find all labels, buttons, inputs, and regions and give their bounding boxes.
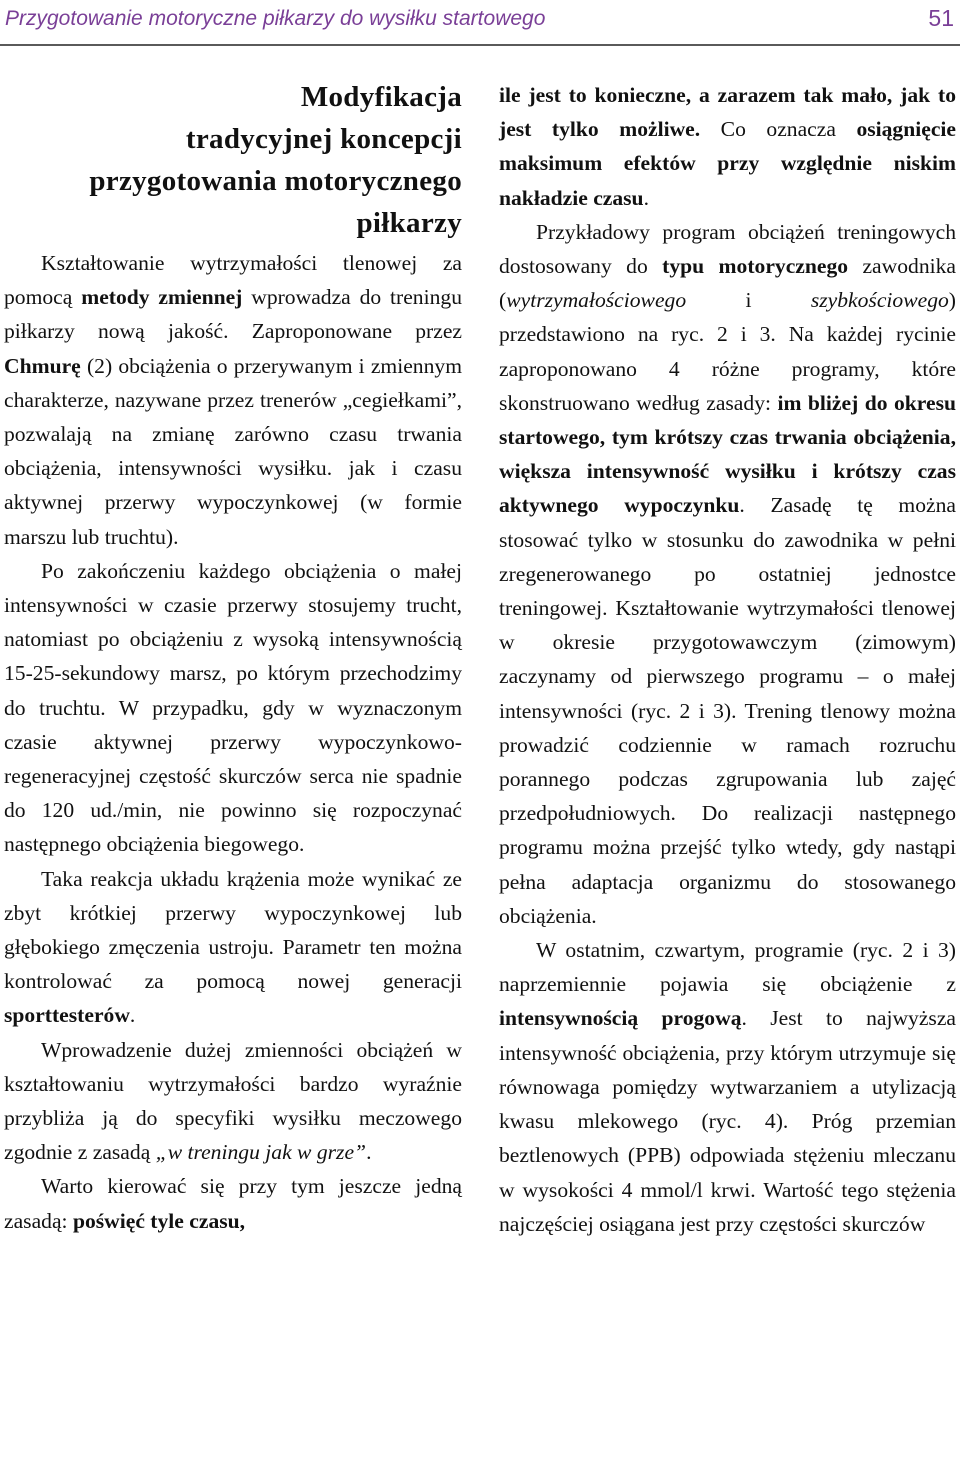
text-run: ) przedstawiono na ryc. 2 i 3. Na każdej rycinie zaproponowano 4 różne programy, które skonstruowano według zasady:	[499, 288, 956, 415]
heading-line: Modyfikacja	[300, 81, 462, 113]
page-number: 51	[928, 5, 954, 31]
right-column	[499, 78, 956, 1241]
bold-term: poświęć tyle czasu,	[72, 1208, 246, 1233]
bold-term: intensywnością progową	[499, 1006, 742, 1031]
text-run: . Jest to najwyższa intensywność obciążenia, przy którym utrzymuje się równowaga pomiędzy wytwarzaniem a utylizacją kwasu mlekowego (ryc. 4). Próg przemian beztlenowych (PPB) odpowiada stężeniu mleczanu w wysokości 4 mmol/l krwi. Wartość tego stężenia najczęściej osiągana jest przy częstości skurczów	[499, 1006, 956, 1236]
left-column	[4, 76, 462, 1238]
bold-term: metody zmiennej	[81, 285, 243, 310]
heading-line: tradycyjnej koncepcji	[185, 123, 462, 155]
paragraph: Po zakończeniu każdego obciążenia o małej intensywności w czasie przerwy stosujemy trucht, natomiast po obciążeniu z wysoką intensywnością 15-25-sekundowy marsz, po którym przechodzimy do truchtu. W przypadku, gdy w wyznaczonym czasie aktywnej przerwy wypoczynkowo-regeneracyjnej częstość skurczów serca nie spadnie do 120 ud./min, nie powinno się rozpoczynać następnego obciążenia biegowego.	[4, 558, 462, 857]
paragraph	[4, 1033, 462, 1170]
text-run: zawodnika (	[499, 254, 957, 313]
header-rule	[0, 44, 960, 46]
author-name: Chmurę	[4, 353, 81, 378]
paragraph	[499, 933, 956, 1241]
text-run: Warto kierować się przy tym jeszcze jedną zasadą:	[4, 1174, 462, 1233]
bold-term: sporttesterów	[4, 1003, 130, 1028]
text-run: . Zasadę tę można stosować tylko w stosunku do zawodnika w pełni zregenerowanego po ostatniej jednostce treningowej. Kształtowanie wytrzymałości tlenowej w okresie przygotowawczym (zimowym) zaczynamy od pierwszego programu – o małej intensywności (ryc. 2 i 3). Trening tlenowy można prowadzić codziennie w ramach rozruchu porannego podczas zgrupowania lub zajęć przedpołudniowych. Do realizacji następnego programu można przejść tylko wtedy, gdy nastąpi pełna adaptacja organizmu do stosowanego obciążenia.	[499, 493, 956, 928]
bold-term: ile jest to konieczne, a zarazem tak mało, jak to jest tylko możliwe.	[499, 83, 956, 142]
running-header	[0, 0, 960, 44]
text-run: wprowadza do treningu piłkarzy nową jakość. Zaproponowane przez	[4, 285, 462, 344]
text-run: .	[643, 185, 649, 210]
paragraph	[4, 1169, 462, 1237]
text-run: (2) obciążenia o przerywanym i zmiennym charakterze, nazywane przez trenerów „cegiełkami”, pozwalają na zmianę zarówno czasu trwania obciążenia, intensywności wysiłku. jak i czasu aktywnej przerwy wypoczynkowej (w formie marszu lub truchtu).	[4, 353, 462, 549]
paragraph	[4, 862, 462, 1033]
text-run: W ostatnim, czwartym, programie (ryc. 2 i 3) naprzemiennie pojawia się obciążenie z	[499, 938, 956, 997]
heading-line: piłkarzy	[356, 207, 462, 239]
running-title: Przygotowanie motoryczne piłkarzy do wysiłku startowego	[5, 7, 546, 30]
bold-term: im bliżej do okresu startowego, tym krótszy czas trwania obciążenia, większa intensywność wysiłku i krótszy czas aktywnego wypoczynku	[499, 390, 956, 518]
paragraph	[499, 78, 956, 215]
text-run: Taka reakcja układu krążenia może wynikać ze zbyt krótkiej przerwy wypoczynkowej lub głębokiego zmęczenia ustroju. Parametr ten można kontrolować za pomocą nowej generacji	[4, 866, 462, 994]
text-run: .	[366, 1140, 372, 1165]
text-run: .	[129, 1003, 136, 1028]
paragraph	[4, 246, 462, 554]
section-heading	[4, 76, 462, 244]
paragraph	[499, 215, 956, 933]
italic-term: wytrzymałościowego	[506, 288, 687, 313]
text-run: Przykładowy program obciążeń treningowych dostosowany do	[499, 219, 956, 279]
text-run: i	[686, 288, 811, 313]
italic-term: szybkościowego	[810, 288, 949, 313]
text-run: Kształtowanie wytrzymałości tlenowej za pomocą	[4, 251, 462, 310]
italic-quote: „w treningu jak w grze”	[155, 1140, 367, 1165]
text-run: Co oznacza	[700, 117, 857, 142]
bold-term: typu motorycznego	[662, 254, 849, 279]
text-run: Wprowadzenie dużej zmienności obciążeń w kształtowaniu wytrzymałości bardzo wyraźnie przybliża ją do specyfiki wysiłku meczowego zgodnie z zasadą	[4, 1037, 462, 1165]
heading-line: przygotowania motorycznego	[89, 165, 462, 197]
bold-term: osiągnięcie maksimum efektów przy względnie niskim nakładzie czasu	[499, 117, 956, 210]
